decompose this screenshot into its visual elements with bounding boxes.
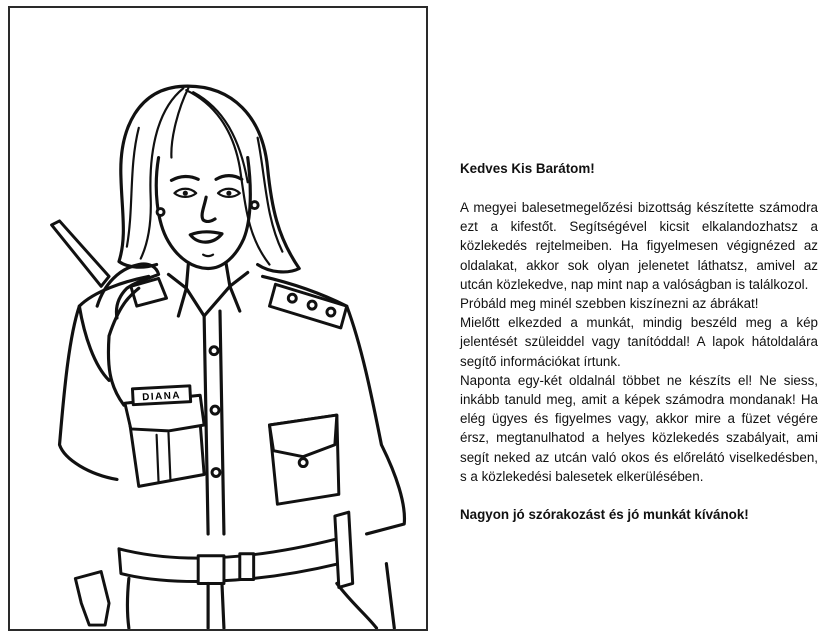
epaulette-pip	[308, 301, 316, 309]
pupil-right	[226, 191, 231, 196]
belt-loop	[240, 554, 254, 580]
raised-arm	[79, 288, 138, 405]
letter-paragraph: A megyei balesetmegelőzési bizottság készítette számodra ezt a kifestőt. Segítségével kicsit elkalandozhatsz a közlekedés rejtelmeiben. Ha figyelmesen végignézed az oldalakat, akkor sok olyan jelenetet láthatsz, amivel az utcán közlekedve, nap mint nap a valóságban is találkozol.	[460, 200, 818, 292]
earring-left	[157, 209, 164, 216]
mouth	[190, 232, 222, 242]
holster	[335, 512, 353, 587]
letter-paragraph: Naponta egy-két oldalnál többet ne készíts el! Ne siess, inkább tanuld meg, amit a képek számodra mondanak! Ha elég ügyes és figyelmes vagy, akkor mire a füzet végére érsz, megtanulhatod a helyes közlekedés szabályait, ami segít neked az utcán való okos és előrelátó viselkedésben, s a közlekedési balesetek elkerülésében.	[460, 372, 818, 484]
nose	[202, 197, 215, 221]
eyebrow-right	[216, 176, 242, 180]
letter-paragraph: Próbáld meg minél szebben kiszínezni az ábrákat!	[460, 296, 759, 312]
earring-right	[251, 202, 258, 209]
pocket-button	[299, 459, 307, 467]
shirt-outline	[60, 276, 405, 534]
pistol-grip	[75, 572, 109, 625]
hair-strands	[127, 88, 283, 264]
coloring-illustration-frame	[8, 6, 428, 631]
letter-text-column	[460, 160, 818, 536]
belt	[119, 539, 339, 582]
epaulette-pip	[327, 308, 335, 316]
letter-paragraph: Mielőtt elkezded a munkát, mindig beszéld meg a kép jelentését szüleiddel vagy tanítóddal! A lapok hátoldalára segítő információkat írtunk.	[460, 315, 818, 369]
epaulette-pip	[288, 294, 296, 302]
shirt-placket	[204, 311, 224, 534]
radio	[52, 221, 109, 286]
collar	[168, 272, 247, 316]
name-badge	[132, 386, 190, 405]
police-officer-illustration	[10, 8, 426, 629]
shirt-button	[212, 469, 220, 477]
shirt-button	[211, 406, 219, 414]
chin	[203, 255, 213, 256]
letter-greeting: Kedves Kis Barátom!	[460, 161, 595, 176]
letter-closing: Nagyon jó szórakozást és jó munkát kívánok!	[460, 507, 749, 523]
belt-buckle	[198, 556, 224, 584]
shirt-button	[210, 347, 218, 355]
pupil-left	[183, 191, 188, 196]
eyebrow-left	[171, 176, 198, 180]
name-badge-text: DIANA	[141, 390, 182, 404]
